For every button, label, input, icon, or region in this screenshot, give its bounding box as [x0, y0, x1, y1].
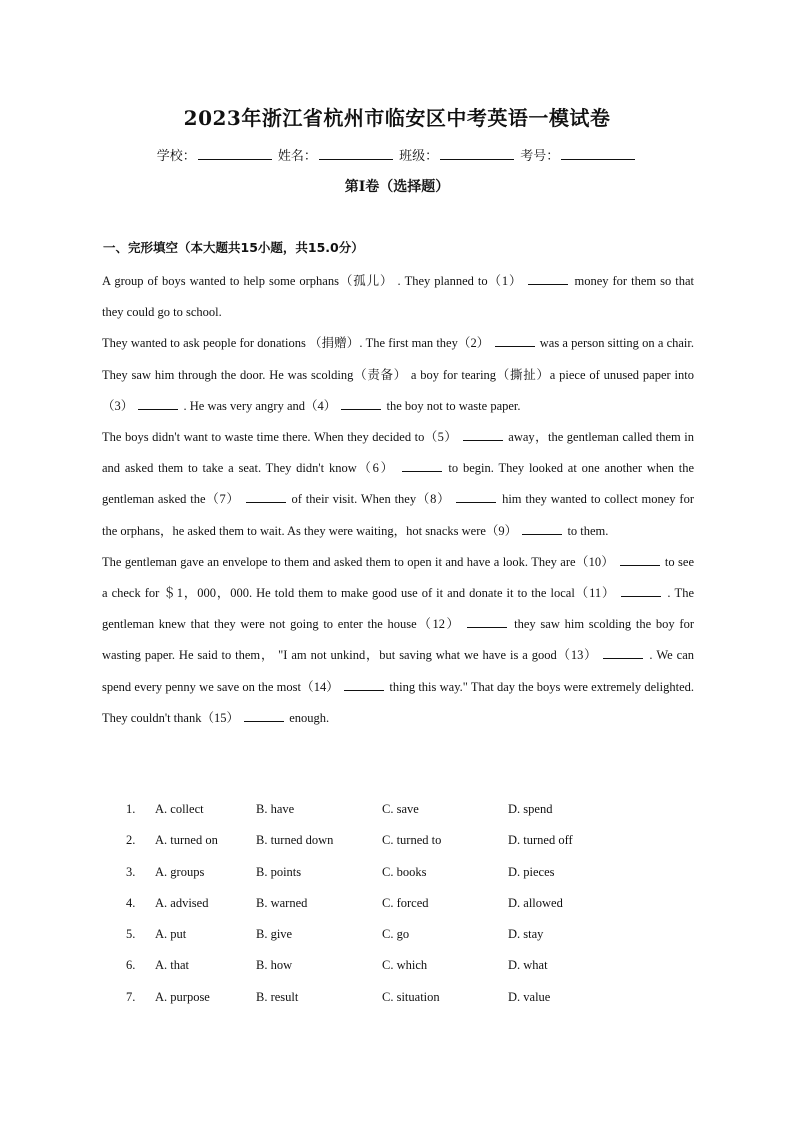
name-blank[interactable]	[319, 148, 393, 160]
passage-text: thing this way." That day the boys were extremely delighted. They couldn't thank（15）	[102, 679, 695, 725]
passage-text: enough.	[286, 710, 330, 725]
class-blank[interactable]	[440, 148, 514, 160]
option-c[interactable]: C. go	[382, 927, 410, 942]
passage-paragraph	[102, 328, 694, 422]
passage-text: to them.	[564, 523, 609, 538]
option-c[interactable]: C. which	[382, 958, 428, 973]
passage-text: The boys didn't want to waste time there. When they decided to（5）	[102, 430, 461, 445]
question-row	[102, 890, 662, 921]
question-row	[102, 859, 662, 890]
passage-text: of their visit. When they（8）	[287, 492, 455, 507]
option-c[interactable]: C. forced	[382, 895, 429, 910]
answer-blank[interactable]	[244, 711, 284, 722]
option-d[interactable]: D. spend	[508, 802, 553, 816]
passage-text: . He was very angry and（4）	[180, 398, 340, 413]
name-label: 姓名：	[277, 149, 317, 164]
passage-text: him they wanted to collect money for the orphans，he asked them to wait. As they were waiting，hot snacks were（9）	[102, 492, 695, 538]
option-b[interactable]: B. how	[256, 958, 293, 973]
passage-text: to see a check for ＄1，000，000. He told them to make good use of it and donate it to the local（11）	[102, 554, 695, 601]
passage-paragraph	[102, 266, 694, 328]
question-row	[102, 921, 662, 952]
option-a[interactable]: A. purpose	[155, 989, 210, 1004]
question-number: 4.	[126, 895, 136, 910]
option-b[interactable]: B. have	[256, 802, 295, 816]
passage-text: They wanted to ask people for donations （捐赠）. The first man they（2）	[102, 336, 493, 351]
passage-text: away，the gentleman called them in and asked them to take a seat. They didn't know（6）	[102, 430, 694, 476]
option-b[interactable]: B. result	[256, 989, 299, 1004]
option-b[interactable]: B. give	[256, 927, 293, 942]
question-number: 1.	[126, 802, 136, 816]
school-blank[interactable]	[198, 148, 272, 160]
question-number: 2.	[126, 833, 136, 848]
passage-text: the boy not to waste paper.	[383, 398, 521, 413]
option-c[interactable]: C. books	[382, 864, 427, 879]
section-heading: 一、完形填空（本大题共15小题，共15.0分）	[103, 240, 364, 255]
passage-text: . We can spend every penny we save on the most（14）	[102, 648, 694, 694]
answer-blank[interactable]	[621, 586, 661, 597]
answer-blank[interactable]	[341, 399, 381, 410]
question-number: 6.	[126, 958, 136, 973]
cloze-passage	[102, 266, 694, 734]
option-b[interactable]: B. turned down	[256, 833, 334, 848]
question-number: 5.	[126, 927, 136, 942]
option-d[interactable]: D. stay	[508, 927, 544, 942]
answer-blank[interactable]	[522, 524, 562, 535]
option-b[interactable]: B. warned	[256, 895, 308, 910]
passage-paragraph	[102, 547, 694, 734]
option-a[interactable]: A. advised	[155, 895, 209, 910]
answer-blank[interactable]	[456, 492, 496, 503]
option-c[interactable]: C. save	[382, 802, 419, 816]
passage-text: . The gentleman knew that they were not going to enter the house（12）	[102, 586, 694, 632]
option-d[interactable]: D. allowed	[508, 895, 563, 910]
option-d[interactable]: D. what	[508, 958, 548, 973]
answer-blank[interactable]	[138, 399, 178, 410]
option-d[interactable]: D. value	[508, 989, 551, 1004]
question-row	[102, 827, 662, 858]
student-info-line	[0, 145, 794, 164]
option-a[interactable]: A. turned on	[155, 833, 218, 848]
passage-text: money for them so that they could go to school.	[102, 274, 694, 320]
option-d[interactable]: D. turned off	[508, 833, 573, 848]
answer-blank[interactable]	[495, 336, 535, 347]
answer-blank[interactable]	[620, 555, 660, 566]
passage-text: A group of boys wanted to help some orphans（孤儿） . They planned to（1）	[102, 274, 527, 288]
passage-text: to begin. They looked at one another when the gentleman asked the（7）	[102, 461, 694, 507]
volume-heading: 第I卷（选择题）	[344, 179, 450, 195]
option-b[interactable]: B. points	[256, 864, 302, 879]
question-row	[102, 952, 662, 983]
passage-text: was a person sitting on a chair. They saw him through the door. He was scolding（责备） a boy for tearing（撕扯）a piece of unused paper into（3）	[102, 336, 694, 413]
exam-no-label: 考号：	[520, 149, 560, 164]
exam-no-blank[interactable]	[561, 148, 635, 160]
answer-blank[interactable]	[344, 680, 384, 691]
option-a[interactable]: A. put	[155, 927, 187, 942]
passage-paragraph	[102, 422, 694, 547]
option-a[interactable]: A. collect	[155, 802, 204, 816]
school-label: 学校：	[156, 149, 196, 164]
question-options	[102, 796, 662, 1015]
option-a[interactable]: A. that	[155, 958, 190, 973]
option-d[interactable]: D. pieces	[508, 864, 555, 879]
exam-title: 2023年浙江省杭州市临安区中考英语一模试卷	[183, 106, 611, 130]
passage-text: The gentleman gave an envelope to them and asked them to open it and have a look. They are（10）	[102, 554, 618, 569]
answer-blank[interactable]	[402, 461, 442, 472]
answer-blank[interactable]	[603, 648, 643, 659]
question-number: 7.	[126, 989, 136, 1004]
question-number: 3.	[126, 864, 136, 879]
passage-text: they saw him scolding the boy for wasting paper. He said to them， "I am not unkind，but saving what we have is a good（13）	[102, 617, 694, 663]
answer-blank[interactable]	[467, 617, 507, 628]
question-row	[102, 984, 662, 1015]
answer-blank[interactable]	[246, 492, 286, 503]
question-row	[102, 796, 662, 827]
option-a[interactable]: A. groups	[155, 864, 205, 879]
option-c[interactable]: C. turned to	[382, 833, 442, 848]
answer-blank[interactable]	[528, 274, 568, 285]
class-label: 班级：	[399, 149, 439, 164]
answer-blank[interactable]	[463, 430, 503, 441]
option-c[interactable]: C. situation	[382, 989, 440, 1004]
